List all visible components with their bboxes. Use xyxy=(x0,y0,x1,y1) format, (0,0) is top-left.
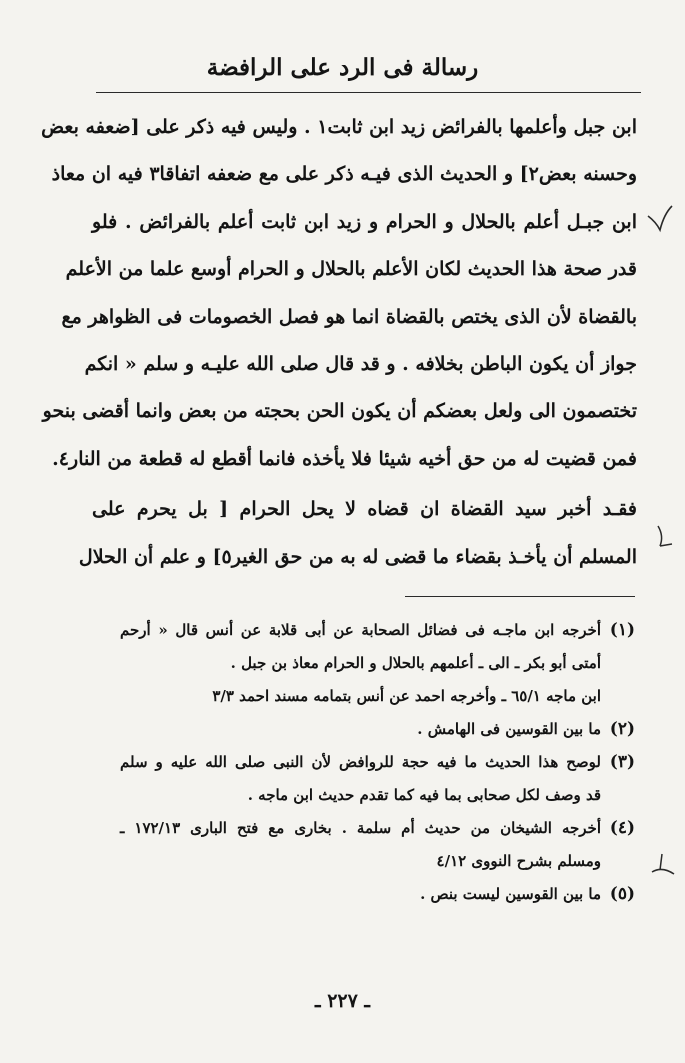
footnote-text xyxy=(120,812,601,878)
footnote-line: ومسلم بشرح النووى ٤/١٢ xyxy=(436,852,601,870)
footnote-number: (١) xyxy=(609,620,635,640)
footnote-number: (٣) xyxy=(609,752,635,772)
footnote-line: أخرجه الشيخان من حديث أم سلمة . بخارى مع فتح البارى ١٧٢/١٣ ـ xyxy=(120,819,601,837)
footnote-line: لوصح هذا الحديث ما فيه حجة للروافض لأن النبى صلى الله عليه و سلم xyxy=(120,753,601,771)
running-header-title: رسالة فى الرد على الرافضة xyxy=(206,54,479,81)
footnote-text xyxy=(120,746,601,812)
footnote-line: قد وصف لكل صحابى بما فيه كما تقدم حديث ابن ماجه . xyxy=(247,786,601,804)
footnote-line: ما بين القوسين ليست بنص . xyxy=(420,885,601,903)
text-line: المسلم أن يأخـذ بقضاء ما قضى له به من حق الغير٥] و علم أن الحلال xyxy=(78,545,637,568)
text-line: وحسنه بعض٢] و الحديث الذى فيـه ذكر على مع ضعفه اتفاقا٣ فيه ان معاذ xyxy=(51,163,637,186)
footnotes xyxy=(120,614,635,911)
footnote-text xyxy=(120,878,601,911)
footnote-line: أخرجه ابن ماجـه فى فضائل الصحابة عن أبى قلابة عن أنس قال « أرحم xyxy=(120,621,601,639)
paragraph-1 xyxy=(41,104,637,483)
text-line: بالقضاة لأن الذى يختص بالقضاة انما هو فصل الخصومات فى الظواهر مع xyxy=(61,305,637,328)
margin-tick-mark-icon xyxy=(650,520,676,560)
text-line: جواز أن يكون الباطن بخلافه . و قد قال صلى الله عليـه و سلم « انكم xyxy=(84,353,637,376)
footnote-number: (٥) xyxy=(609,884,635,904)
footnote-4 xyxy=(120,812,635,878)
footnote-3 xyxy=(120,746,635,812)
page-number: ـ ٢٢٧ ـ xyxy=(315,990,370,1012)
footnote-line: ما بين القوسين فى الهامش . xyxy=(417,720,601,738)
footnote-5 xyxy=(120,878,635,911)
margin-tick-mark-icon xyxy=(648,850,678,886)
footnote-divider xyxy=(405,596,635,597)
footnote-line: أمتى أبو بكر ـ الى ـ أعلمهم بالحلال و الحرام معاذ بن جبل . xyxy=(230,654,601,672)
footnote-1 xyxy=(120,614,635,713)
paragraph-2 xyxy=(78,486,637,581)
text-line: ابن جبـل أعلم بالحلال و الحرام و زيد ابن ثابت أعلم بالفرائض . فلو xyxy=(92,210,637,233)
footnote-number: (٢) xyxy=(609,719,635,739)
text-line: فقـد أخبر سيد القضاة ان قضاه لا يحل الحرام [ بل يحرم على xyxy=(92,498,637,521)
margin-check-mark-icon xyxy=(644,200,674,240)
footnote-text xyxy=(120,713,601,746)
footnote-2 xyxy=(120,713,635,746)
footnote-text xyxy=(120,614,601,713)
footnote-line: ابن ماجه ٦٥/١ ـ وأخرجه احمد عن أنس بتمامه مسند احمد ٣/٣ xyxy=(212,687,601,705)
header-divider xyxy=(96,92,641,93)
main-text xyxy=(41,104,637,581)
text-line: قدر صحة هذا الحديث لكان الأعلم بالحلال و الحرام أوسع علما من الأعلم xyxy=(65,258,637,281)
text-line: تختصمون الى ولعل بعضكم أن يكون الحن بحجته من بعض وانما أقضى بنحو xyxy=(42,400,637,423)
text-line: ابن جبل وأعلمها بالفرائض زيد ابن ثابت١ . وليس فيه ذكر على [ضعفه بعض xyxy=(41,116,637,138)
footnote-number: (٤) xyxy=(609,818,635,838)
text-line: فمن قضيت له من حق أخيه شيئا فلا يأخذه فانما أقطع له قطعة من النار٤. xyxy=(52,447,637,470)
